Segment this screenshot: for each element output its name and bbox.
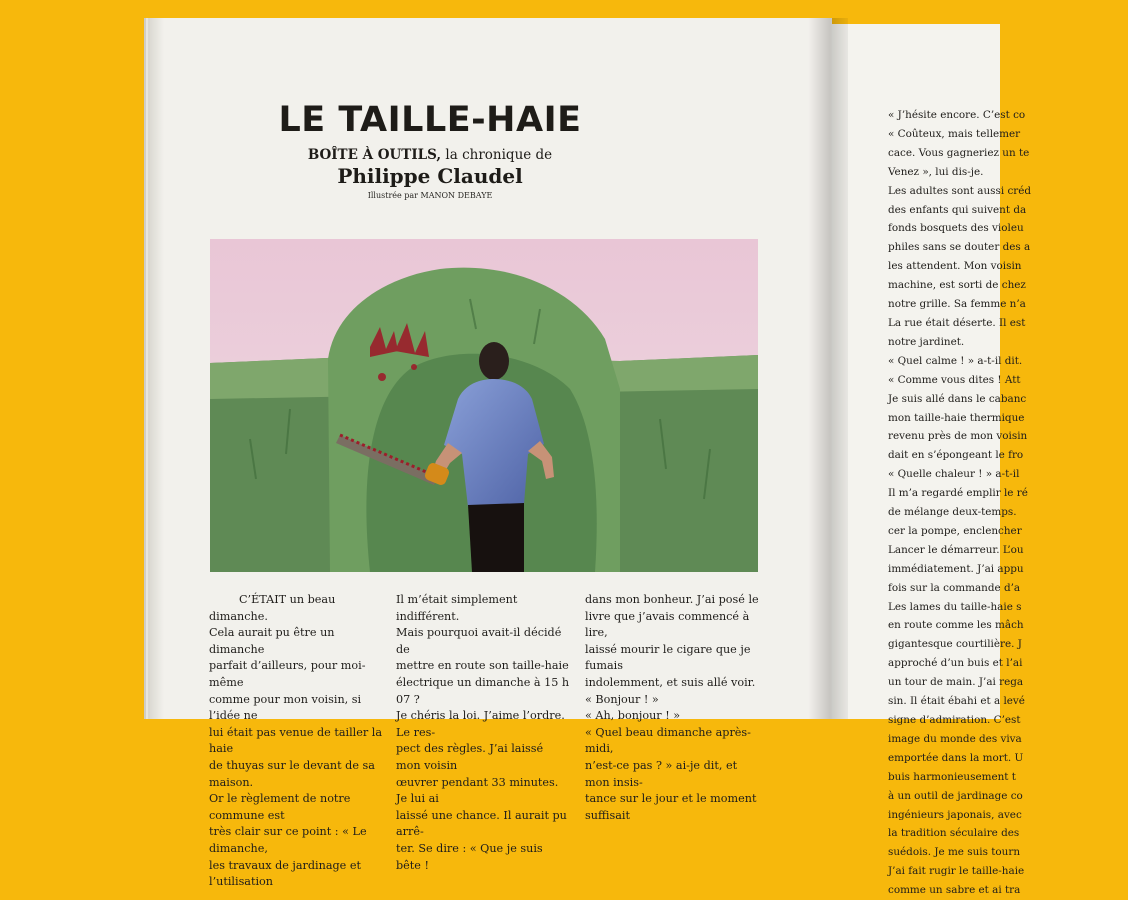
column-line: n’est-ce pas ? » ai-je dit, et mon insis- — [585, 758, 738, 789]
column-line: Venez », lui dis-je. — [888, 165, 984, 178]
column-line: de thuyas sur le devant de sa maison. — [209, 758, 375, 789]
column-line: Les lames du taille-haie s — [888, 600, 1022, 613]
column-line: « Quelle chaleur ! » a-t-il — [888, 468, 1020, 481]
rubric-suffix: la chronique de — [441, 147, 553, 163]
column-line — [209, 592, 384, 625]
column-line: emportée dans la mort. U — [888, 751, 1024, 764]
column-line: laissé mourir le cigare que je fumais — [585, 642, 751, 673]
column-line: un tour de main. J’ai rega — [888, 676, 1024, 689]
column-line: tance sur le jour et le moment suffisait — [585, 792, 757, 822]
body-column-3 — [585, 592, 760, 824]
column-line: électrique un dimanche à 15 h 07 ? — [396, 675, 570, 706]
column-line: machine, est sorti de chez — [888, 279, 1026, 292]
column-line: très clair sur ce point : « Le dimanche, — [209, 825, 367, 855]
column-line: mettre en route son taille-haie — [396, 659, 569, 673]
rubric-name: BOÎTE À OUTILS, — [307, 147, 442, 163]
column-line: indolemment, et suis allé voir. — [585, 675, 756, 689]
column-line: image du monde des viva — [888, 732, 1022, 745]
column-line: cace. Vous gagneriez un te — [888, 146, 1030, 159]
column-line: livre que j’avais commencé à lire, — [585, 609, 750, 640]
column-line: Lancer le démarreur. L’ou — [888, 543, 1024, 556]
column-line: signe d’admiration. C’est — [888, 714, 1021, 726]
lead-in: C’ÉTAIT un beau dimanche. — [209, 593, 336, 623]
column-line: notre jardinet. — [888, 335, 965, 348]
column-line: « Quel calme ! » a-t-il dit. — [888, 354, 1023, 367]
column-line: approché d’un buis et l’ai — [888, 657, 1023, 670]
column-line: lui était pas venue de tailler la haie — [209, 725, 383, 756]
column-line: fois sur la commande d’a — [888, 581, 1021, 594]
right-page-column — [888, 106, 1128, 900]
column-line: dait en s’épongeant le fro — [888, 449, 1024, 462]
column-line: en route comme les mâch — [888, 619, 1024, 632]
page-gutter-shadow — [808, 18, 848, 719]
column-line: « J’hésite encore. C’est co — [888, 109, 1026, 121]
column-line: les travaux de jardinage et l’utilisation — [209, 858, 361, 889]
column-line: buis harmonieusement t — [888, 770, 1016, 783]
column-line: J’ai fait rugir le taille-haie — [888, 865, 1025, 878]
column-line: dans mon bonheur. J’ai posé le — [585, 593, 759, 606]
column-line: Cela aurait pu être un dimanche — [209, 626, 335, 656]
column-line: Il m’était simplement indifférent. — [396, 593, 518, 623]
column-line: La rue était déserte. Il est — [888, 316, 1026, 329]
column-line: des enfants qui suivent da — [888, 203, 1027, 216]
column-line: Il m’a regardé emplir le ré — [888, 487, 1028, 500]
column-line: Les adultes sont aussi créd — [888, 184, 1032, 197]
column-line: sin. Il était ébahi et a levé — [888, 695, 1025, 708]
column-line: de mélange deux-temps. — [888, 506, 1017, 519]
column-line: immédiatement. J’ai appu — [888, 562, 1024, 575]
column-line: ter. Se dire : « Que je suis bête ! — [396, 841, 543, 872]
column-line: philes sans se douter des a — [888, 241, 1031, 254]
column-line: Mais pourquoi avait-il décidé de — [396, 626, 562, 656]
column-line: « Ah, bonjour ! » — [585, 709, 681, 723]
column-line: « Coûteux, mais tellemer — [888, 127, 1021, 140]
article-author: Philippe Claudel — [337, 164, 523, 188]
man-trousers — [468, 503, 524, 572]
column-line: laissé une chance. Il aurait pu arrê- — [396, 808, 567, 839]
column-line: gigantesque courtilière. J — [888, 638, 1022, 651]
column-line: Je suis allé dans le cabanc — [888, 392, 1027, 405]
column-line: Je chéris la loi. J’aime l’ordre. Le res- — [396, 709, 565, 739]
hedge-trimmer-illustration — [210, 239, 758, 572]
column-line: parfait d’ailleurs, pour moi-même — [209, 659, 366, 689]
column-line: à un outil de jardinage co — [888, 789, 1023, 802]
body-column-1 — [209, 592, 384, 891]
column-line: suédois. Je me suis tourn — [888, 846, 1021, 859]
column-line: la tradition séculaire des — [888, 827, 1020, 840]
column-line: fonds bosquets des violeu — [888, 222, 1024, 235]
column-line: cer la pompe, enclencher — [888, 524, 1022, 537]
column-line: « Comme vous dites ! Att — [888, 373, 1021, 386]
article-rubric — [200, 147, 660, 163]
column-line: « Bonjour ! » — [585, 692, 659, 706]
man-head — [479, 342, 509, 380]
column-line: comme pour mon voisin, si l’idée ne — [209, 692, 362, 723]
column-line: œuvrer pendant 33 minutes. Je lui ai — [396, 775, 559, 806]
column-line: revenu près de mon voisin — [888, 430, 1028, 443]
column-line: « Quel beau dimanche après-midi, — [585, 725, 751, 756]
column-line: pect des règles. J’ai laissé mon voisin — [396, 742, 544, 772]
column-line: ingénieurs japonais, avec — [888, 808, 1022, 821]
article-title: LE TAILLE-HAIE — [278, 100, 582, 140]
column-line: les attendent. Mon voisin — [888, 260, 1022, 273]
column-line: comme un sabre et ai tra — [888, 884, 1021, 897]
column-line: mon taille-haie thermique — [888, 411, 1025, 424]
body-column-2 — [396, 592, 571, 874]
column-line: Or le règlement de notre commune est — [209, 792, 351, 822]
column-line: notre grille. Sa femme n’a — [888, 298, 1026, 311]
illustration-credit: Illustrée par MANON DEBAYE — [367, 191, 493, 200]
